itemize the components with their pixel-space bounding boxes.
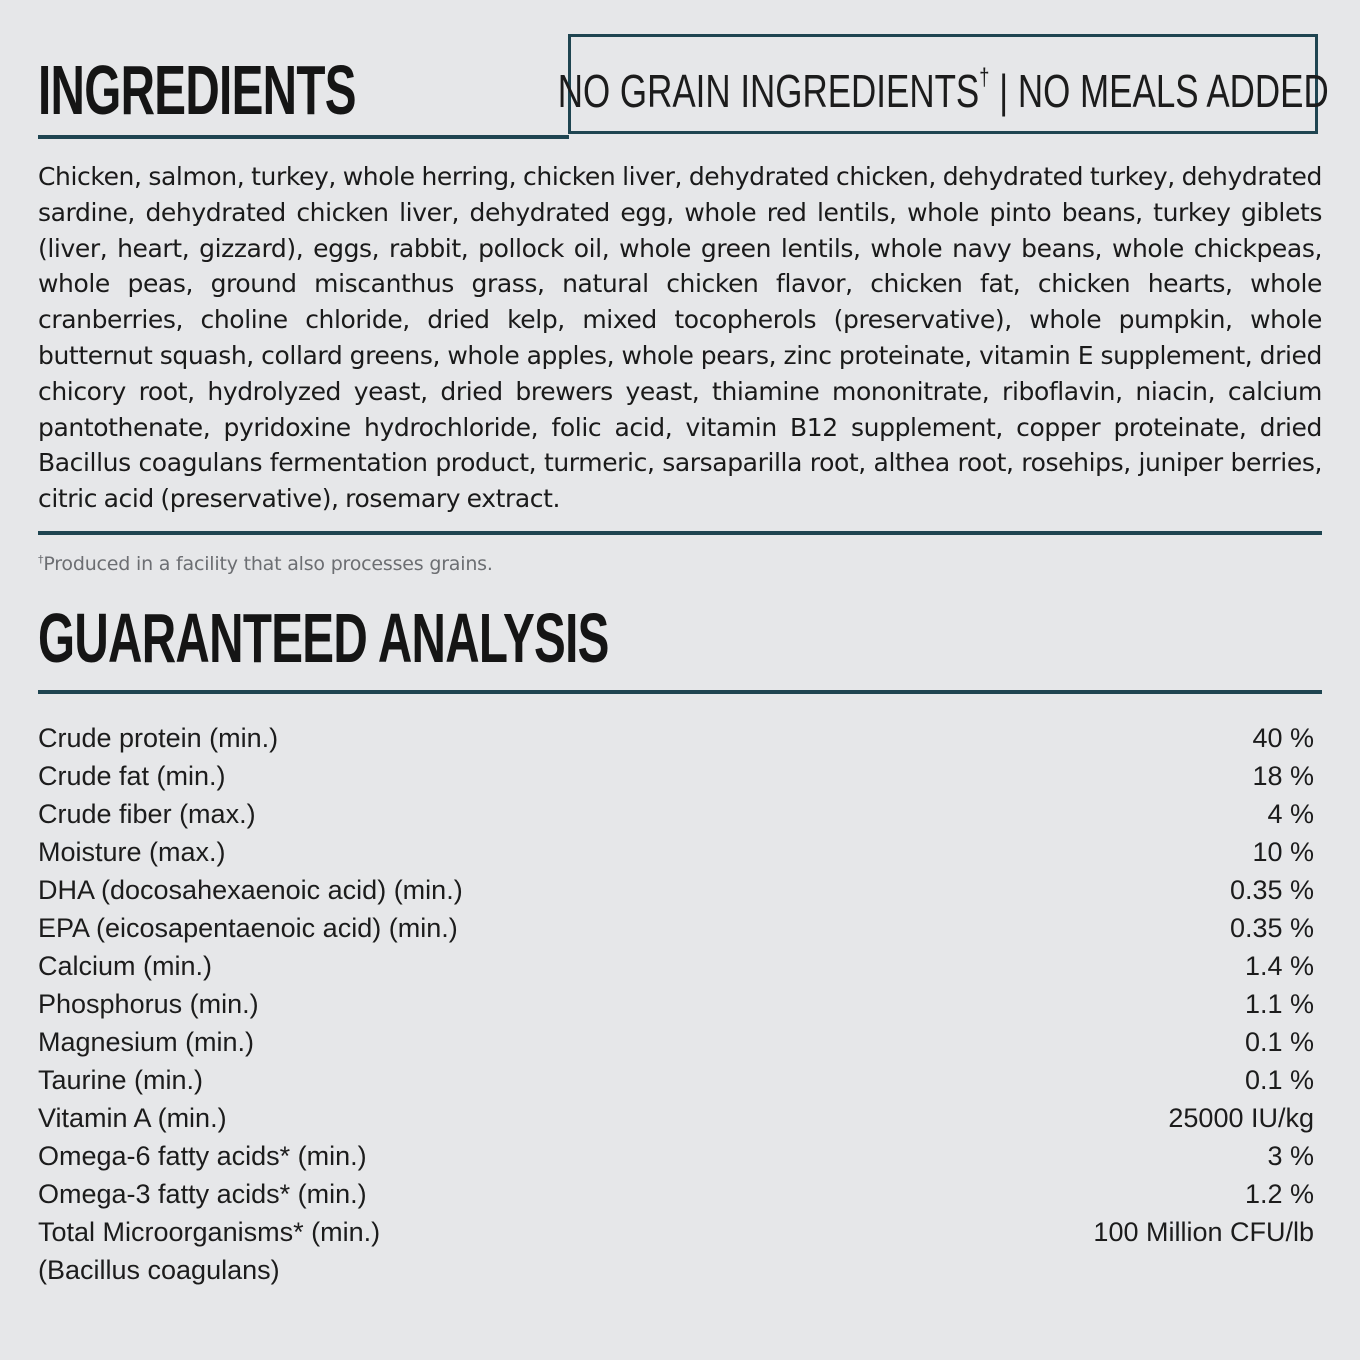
- analysis-table: [38, 719, 1314, 1289]
- nutrient-label: Phosphorus (min.): [38, 989, 259, 1019]
- nutrient-value: 0.1 %: [1244, 1065, 1314, 1095]
- footnote-dagger: †: [38, 553, 44, 566]
- table-row: [38, 909, 1314, 947]
- table-row: [38, 1251, 1314, 1289]
- ingredients-divider: [38, 531, 1322, 535]
- nutrient-value: 25000 IU/kg: [1168, 1103, 1314, 1133]
- table-row: [38, 1023, 1314, 1061]
- table-row: [38, 871, 1314, 909]
- table-row: [38, 1137, 1314, 1175]
- nutrient-label: Calcium (min.): [38, 951, 213, 981]
- nutrient-label: Moisture (max.): [38, 837, 226, 867]
- claim-dagger: †: [979, 63, 990, 91]
- table-row: [38, 1099, 1314, 1137]
- ingredients-list: Chicken, salmon, turkey, whole herring, chicken liver, dehydrated chicken, dehydrated turkey, dehydrated sardine, dehydrated chicken liver, dehydrated egg, whole red lentils, whole pinto beans, turkey giblets (liver, heart, gizzard), eggs, rabbit, pollock oil, whole green lentils, whole navy beans, whole chickpeas, whole peas, ground miscanthus grass, natural chicken flavor, chicken fat, chicken hearts, whole cranberries, choline chloride, dried kelp, mixed tocopherols (preservative), whole pumpkin, whole butternut squash, collard greens, whole apples, whole pears, zinc proteinate, vitamin E supplement, dried chicory root, hydrolyzed yeast, dried brewers yeast, thiamine mononitrate, riboflavin, niacin, calcium pantothenate, pyridoxine hydrochloride, folic acid, vitamin B12 supplement, copper proteinate, dried Bacillus coagulans fermentation product, turmeric, sarsaparilla root, althea root, rosehips, juniper berries, citric acid (preservative), rosemary extract.: [38, 162, 1322, 514]
- nutrient-label: Crude protein (min.): [38, 723, 279, 753]
- nutrient-value: 100 Million CFU/lb: [1093, 1217, 1314, 1247]
- nutrient-value: 0.35 %: [1229, 875, 1314, 905]
- nutrient-value: 0.1 %: [1244, 1027, 1314, 1057]
- claim-text: [558, 52, 1329, 117]
- nutrient-value: 1.2 %: [1244, 1179, 1314, 1209]
- nutrient-label: Crude fiber (max.): [38, 799, 256, 829]
- nutrient-value: 0.35 %: [1229, 913, 1314, 943]
- table-row: [38, 1175, 1314, 1213]
- table-row: [38, 795, 1314, 833]
- claim-box: [557, 34, 1329, 134]
- nutrient-label: Vitamin A (min.): [38, 1103, 227, 1133]
- nutrient-value: 40 %: [1252, 723, 1314, 753]
- nutrient-value: 1.1 %: [1244, 989, 1314, 1019]
- nutrient-label: DHA (docosahexaenoic acid) (min.): [38, 875, 463, 905]
- ingredients-heading: INGREDIENTS: [38, 51, 356, 129]
- table-row: [38, 757, 1314, 795]
- footnote-text: Produced in a facility that also processes grains.: [43, 553, 493, 575]
- claim-rest: | NO MEALS ADDED: [989, 64, 1329, 117]
- guaranteed-analysis-heading: GUARANTEED ANALYSIS: [38, 599, 609, 677]
- grain-footnote: [38, 548, 493, 576]
- table-row: [38, 833, 1314, 871]
- table-row: [38, 1213, 1314, 1251]
- nutrient-value: 3 %: [1267, 1141, 1314, 1171]
- nutrient-value: 10 %: [1252, 837, 1314, 867]
- ingredients-underline: [38, 135, 569, 139]
- table-row: [38, 1061, 1314, 1099]
- nutrient-value: [878, 1251, 1314, 1289]
- nutrient-label: Omega-6 fatty acids* (min.): [38, 1141, 367, 1171]
- nutrient-label: Total Microorganisms* (min.): [38, 1217, 381, 1247]
- nutrient-value: 4 %: [1267, 799, 1314, 829]
- claim-main: NO GRAIN INGREDIENTS: [557, 64, 980, 117]
- nutrient-label: Taurine (min.): [38, 1065, 204, 1095]
- analysis-divider: [38, 690, 1322, 694]
- table-row: [38, 719, 1314, 757]
- nutrient-value: 1.4 %: [1244, 951, 1314, 981]
- nutrient-label: Omega-3 fatty acids* (min.): [38, 1179, 367, 1209]
- table-row: [38, 985, 1314, 1023]
- table-row: [38, 947, 1314, 985]
- nutrient-label: Crude fat (min.): [38, 761, 226, 791]
- nutrient-label: Magnesium (min.): [38, 1027, 255, 1057]
- nutrient-label: (Bacillus coagulans): [38, 1255, 280, 1285]
- nutrient-value: 18 %: [1252, 761, 1314, 791]
- nutrient-label: EPA (eicosapentaenoic acid) (min.): [38, 913, 458, 943]
